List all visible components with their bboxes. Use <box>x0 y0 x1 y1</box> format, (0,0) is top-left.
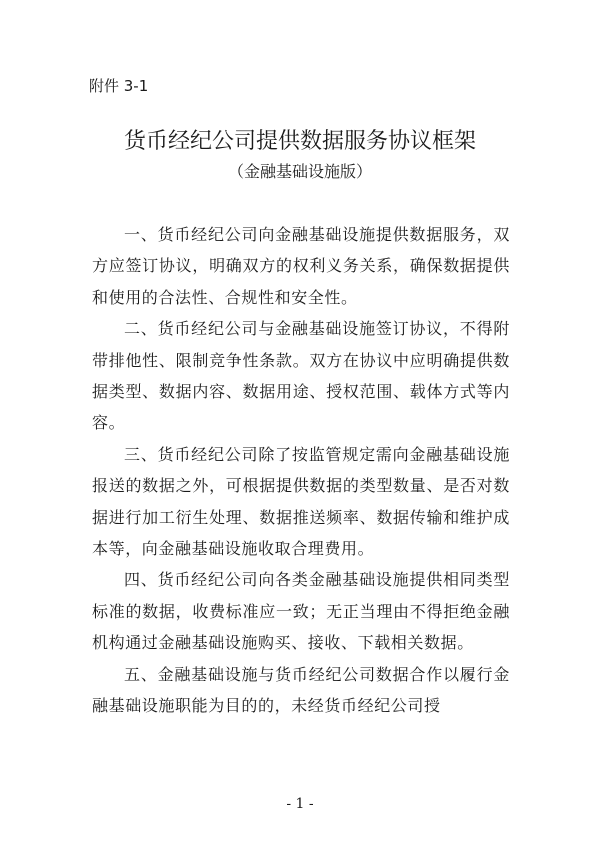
paragraph-4: 四、货币经纪公司向各类金融基础设施提供相同类型标准的数据，收费标准应一致；无正当理由不得拒绝金融机构通过金融基础设施购买、接收、下载相关数据。 <box>92 570 510 653</box>
document-body <box>92 219 510 722</box>
paragraph-3: 三、货币经纪公司除了按监管规定需向金融基础设施报送的数据之外，可根据提供数据的类型数量、是否对数据进行加工衍生处理、数据推送频率、数据传输和维护成本等，向金融基础设施收取合理费用。 <box>92 444 510 559</box>
paragraph-1: 一、货币经纪公司向金融基础设施提供数据服务，双方应签订协议，明确双方的权利义务关系，确保数据提供和使用的合法性、合规性和安全性。 <box>92 225 510 307</box>
attachment-label: 附件 3-1 <box>89 77 149 95</box>
document-title: 货币经纪公司提供数据服务协议框架 <box>123 129 476 154</box>
paragraph-2: 二、货币经纪公司与金融基础设施签订协议，不得附带排他性、限制竞争性条款。双方在协议中应明确提供数据类型、数据内容、数据用途、授权范围、载体方式等内容。 <box>92 319 510 433</box>
document-subtitle: （金融基础设施版） <box>227 162 372 181</box>
paragraph-5: 五、金融基础设施与货币经纪公司数据合作以履行金融基础设施职能为目的的，未经货币经纪公司授 <box>92 664 510 716</box>
page-number: - 1 - <box>286 796 314 812</box>
